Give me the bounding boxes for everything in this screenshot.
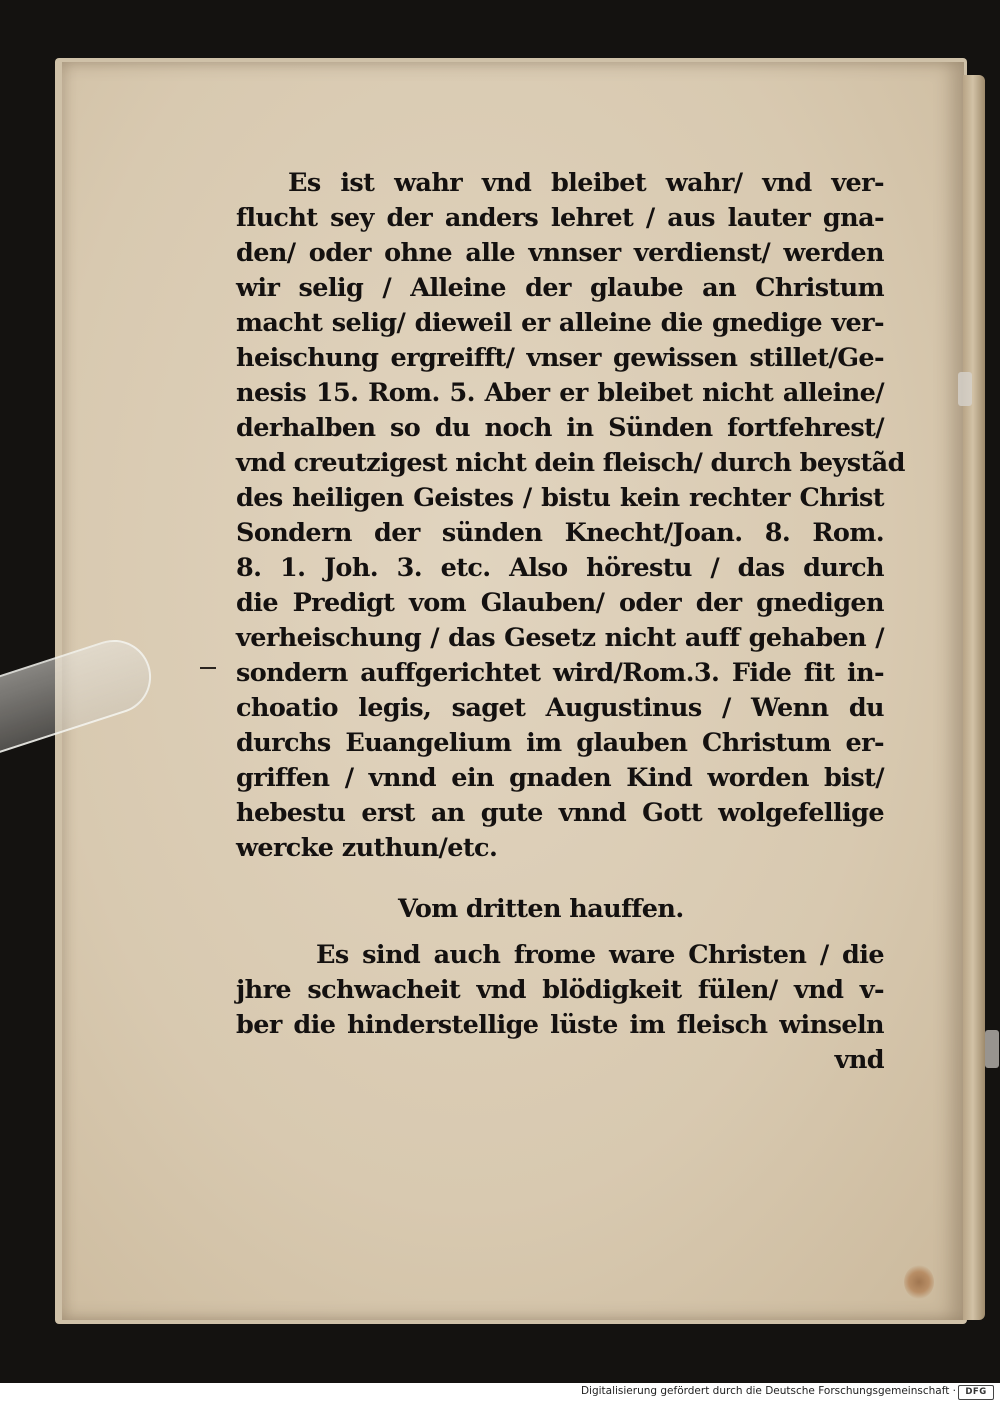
body-text bbox=[236, 166, 905, 1078]
dfg-logo: DFG bbox=[958, 1385, 994, 1400]
text-line: jhre schwacheit vnd blödigkeit fülen/ vnd v- bbox=[236, 975, 884, 1005]
text-line: Es sind auch frome ware Christen / die bbox=[316, 940, 884, 970]
footer-credit: Digitalisierung gefördert durch die Deutsche Forschungsgemeinschaft · bbox=[580, 1385, 956, 1397]
page-stain bbox=[904, 1265, 934, 1299]
text-line: Sondern der sünden Knecht/Joan. 8. Rom. bbox=[236, 518, 884, 548]
text-line: macht selig/ dieweil er alleine die gnedige ver- bbox=[236, 308, 884, 338]
text-line: choatio legis, saget Augustinus / Wenn du bbox=[236, 693, 884, 723]
text-line: des heiligen Geistes / bistu kein rechter Christ bbox=[236, 483, 884, 513]
tape-mark bbox=[985, 1030, 999, 1068]
text-line: flucht sey der anders lehret / aus lauter gna- bbox=[236, 203, 884, 233]
text-line: griffen / vnnd ein gnaden Kind worden bist/ bbox=[236, 763, 884, 793]
margin-mark bbox=[200, 667, 216, 669]
text-line: die Predigt vom Glauben/ oder der gnedigen bbox=[236, 588, 884, 618]
text-line: derhalben so du noch in Sünden fortfehrest/ bbox=[236, 413, 884, 443]
text-line: den/ oder ohne alle vnnser verdienst/ werden bbox=[236, 238, 884, 268]
text-line: sondern auffgerichtet wird/Rom.3. Fide fit in- bbox=[236, 658, 884, 688]
text-line: wir selig / Alleine der glaube an Christum bbox=[236, 273, 884, 303]
text-line: nesis 15. Rom. 5. Aber er bleibet nicht alleine/ bbox=[236, 378, 884, 408]
text-line: durchs Euangelium im glauben Christum er- bbox=[236, 728, 884, 758]
tape-mark bbox=[958, 372, 972, 406]
section-heading: Vom dritten hauffen. bbox=[398, 894, 684, 924]
footer-bar bbox=[0, 1383, 1000, 1401]
text-line: 8. 1. Joh. 3. etc. Also hörestu / das durch bbox=[236, 553, 884, 583]
text-line: hebestu erst an gute vnnd Gott wolgefellige bbox=[236, 798, 884, 828]
text-line: Es ist wahr vnd bleibet wahr/ vnd ver- bbox=[288, 168, 884, 198]
text-line: verheischung / das Gesetz nicht auff gehaben / bbox=[236, 623, 884, 653]
text-line: wercke zuthun/etc. bbox=[236, 833, 498, 863]
text-line: vnd creutzigest nicht dein fleisch/ durch beystãd bbox=[236, 448, 905, 478]
text-line: ber die hinderstellige lüste im fleisch winseln bbox=[236, 1010, 884, 1040]
page-edge bbox=[963, 75, 985, 1320]
catchword: vnd bbox=[834, 1045, 884, 1075]
text-line: heischung ergreifft/ vnser gewissen stillet/Ge- bbox=[236, 343, 884, 373]
